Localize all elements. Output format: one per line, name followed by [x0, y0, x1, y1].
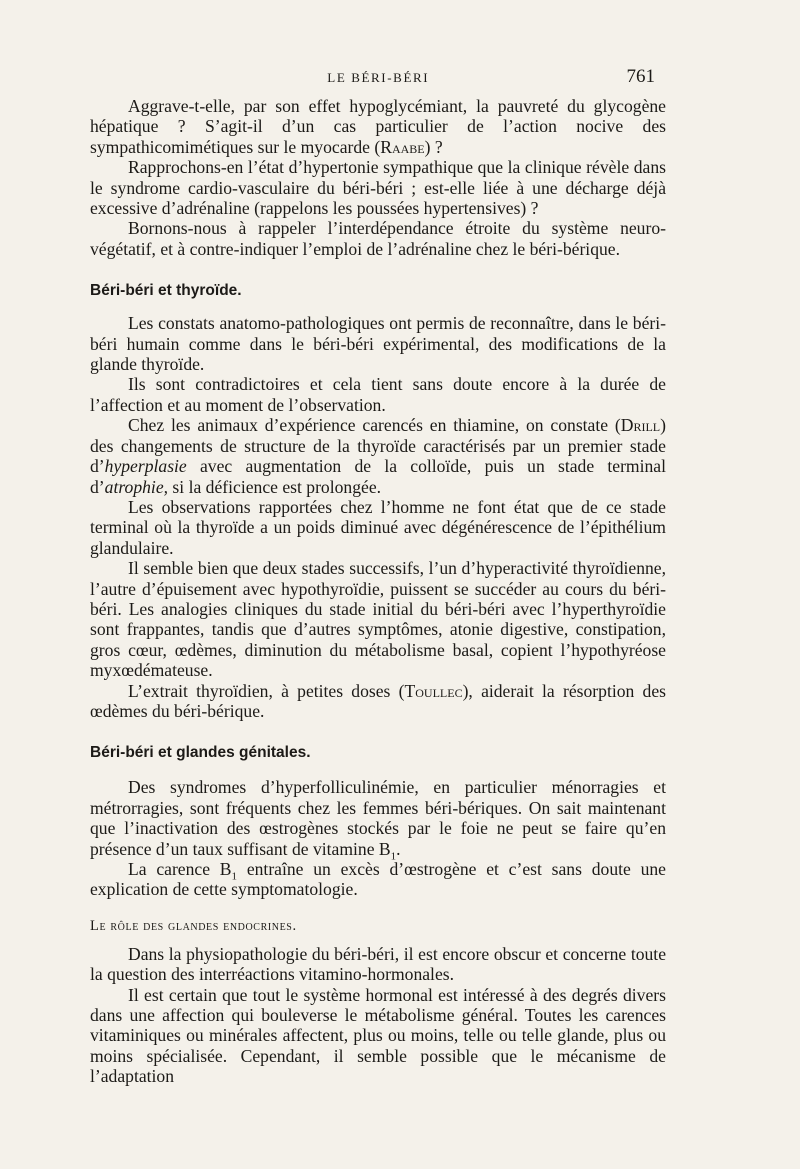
section-heading-genital: Béri-béri et glandes génitales. [90, 744, 311, 762]
italic-term: hyperplasie [104, 456, 187, 477]
paragraph: Ils sont contradictoires et cela tient sans doute encore à la durée de l’affection et au moment de l’observation. [90, 374, 666, 415]
paragraph: Il semble bien que deux stades successifs, l’un d’hyperactivité thyroïdienne, l’autre d’épuisement avec hypothyroïdie, puissent se succéder au cours du béri-béri. Les analogies cliniques du stade initial du béri-béri avec l’hyperthyroïdie sont frappantes, tandis que d’autres symptômes, atonie digestive, constipation, gros cœur, œdèmes, diminution du métabolisme basal, copient l’hypothyréose myxœdémateuse. [90, 558, 666, 681]
paragraph: Rapprochons-en l’état d’hypertonie sympathique que la clinique révèle dans le syndrome cardio-vasculaire du béri-béri ; est-elle liée à une décharge déjà excessive d’adrénaline (rappelons les poussées hypertensives) ? [90, 157, 666, 219]
running-head [90, 66, 655, 88]
paragraph: Les constats anatomo-pathologiques ont permis de reconnaître, dans le béri-béri humain comme dans le béri-béri expérimental, des modifications de la glande thyroïde. [90, 313, 666, 375]
page-body [90, 96, 666, 1087]
paragraph: La carence $B_1$ entraîne un excès d’œstrogène et c’est sans doute une explication de cette symptomatologie. [90, 859, 666, 900]
paragraph: Aggrave-t-elle, par son effet hypoglycémiant, la pauvreté du glycogène hépatique ? S’agit-il d’un cas particulier de l’action nocive des sympathicomimétiques sur le myocarde (Raabe) ? [90, 96, 666, 157]
paragraph: Il est certain que tout le système hormonal est intéressé à des degrés divers dans une affection qui bouleverse le métabolisme général. Toutes les carences vitaminiques ou minérales affectent, plus ou moins, telle ou telle glande, plus ou moins spécialisée. Cependant, il semble possible que le mécanisme de l’adaptation [90, 984, 666, 1087]
paragraph: L’extrait thyroïdien, à petites doses (Toullec), aiderait la résorption des œdèmes du béri-bérique. [90, 680, 666, 721]
paragraph: Chez les animaux d’expérience carencés en thiamine, on constate (Drill) des changements de structure de la thyroïde caractérisés par un premier stade d’hyperplasie avec augmentation de la colloïde, puis un stade terminal d’atrophie, si la déficience est prolongée. [90, 415, 666, 497]
author-citation: Drill [620, 415, 661, 436]
paragraph: Dans la physiopathologie du béri-béri, il est encore obscur et concerne toute la question des interréactions vitamino-hormonales. [90, 943, 666, 985]
paragraph: Bornons-nous à rappeler l’interdépendance étroite du système neuro-végétatif, et à contre-indiquer l’emploi de l’adrénaline chez le béri-bérique. [90, 218, 666, 259]
paragraph: Les observations rapportées chez l’homme ne font état que de ce stade terminal où la thyroïde a un poids diminué avec dégénérescence de l’épithélium glandulaire. [90, 496, 666, 558]
page-number: 761 [626, 66, 655, 87]
paragraph: Des syndromes d’hyperfolliculinémie, en particulier ménorragies et métrorragies, sont fréquents chez les femmes béri-bériques. On sait maintenant que l’inactivation des œstrogènes stockés par le foie ne peut se faire qu’en présence d’un taux suffisant de vitamine $B_1$. [90, 777, 666, 863]
running-title: LE BÉRI-BÉRI [327, 70, 430, 85]
italic-term: atrophie, [104, 476, 169, 497]
section-heading-thyroid: Béri-béri et thyroïde. [90, 282, 242, 300]
author-citation: Raabe [380, 136, 425, 157]
section-heading-endocrine: Le rôle des glandes endocrines. [90, 917, 297, 934]
author-citation: Toullec [404, 680, 463, 701]
